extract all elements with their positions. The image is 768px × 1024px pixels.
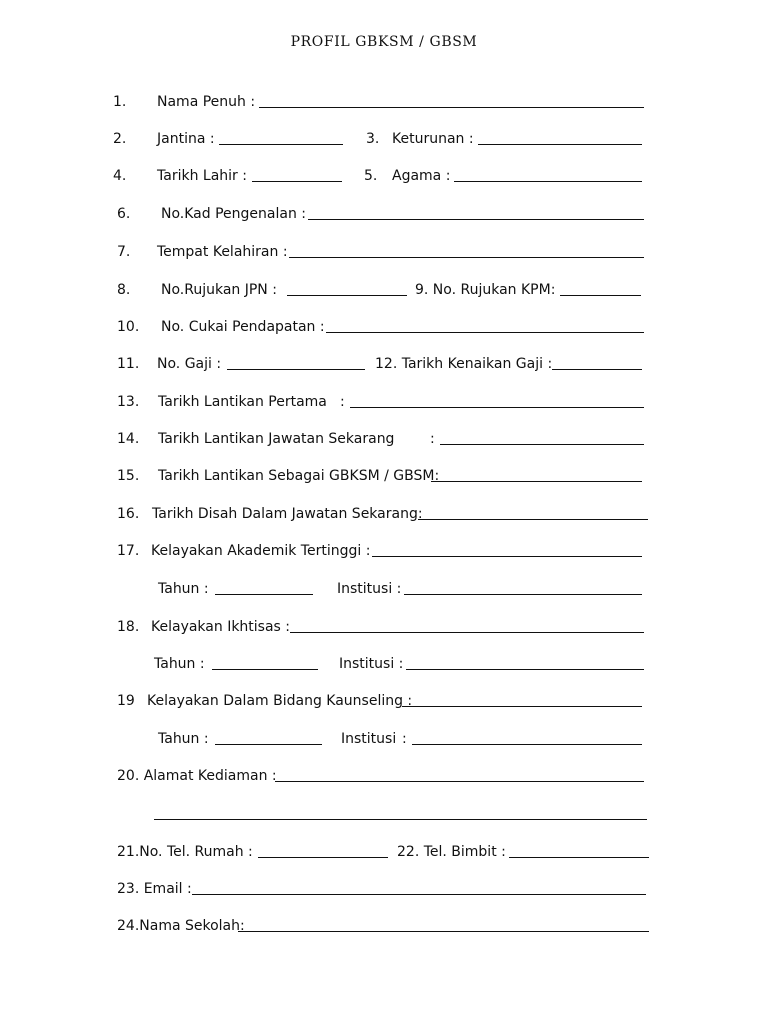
field-number: 7.: [117, 244, 131, 260]
akademik-tahun-blank[interactable]: [215, 594, 313, 595]
field-number: 4.: [113, 168, 127, 184]
field-gaji: [0, 354, 768, 376]
field-label: Institusi :: [339, 656, 404, 672]
field-telefon: [0, 842, 768, 864]
field-number: 17.: [117, 543, 140, 559]
tarikh-lahir-blank[interactable]: [252, 181, 342, 182]
field-ikhtisas: [0, 617, 768, 639]
field-number: 1.: [113, 94, 127, 110]
field-email: [0, 879, 768, 901]
field-cukai-pendapatan: [0, 317, 768, 339]
field-akademik: [0, 541, 768, 563]
alamat-blank-line-2[interactable]: [154, 819, 647, 820]
field-label: Kelayakan Akademik Tertinggi :: [151, 543, 371, 559]
field-label: Kelayakan Ikhtisas :: [151, 619, 291, 635]
cukai-pendapatan-blank[interactable]: [326, 332, 644, 333]
field-label: Nama Penuh :: [157, 94, 256, 110]
field-label: Tahun :: [158, 581, 209, 597]
field-label: 12. Tarikh Kenaikan Gaji :: [375, 356, 553, 372]
field-colon: :: [430, 431, 435, 447]
field-akademik-detail: [0, 579, 768, 601]
field-label: Tarikh Lahir :: [157, 168, 247, 184]
kaunseling-institusi-blank[interactable]: [412, 744, 642, 745]
field-label: Institusi: [341, 731, 397, 747]
nama-sekolah-blank[interactable]: [238, 931, 649, 932]
field-lantikan-gbksm: [0, 466, 768, 488]
field-label: 20. Alamat Kediaman :: [117, 768, 277, 784]
kaunseling-blank[interactable]: [402, 706, 642, 707]
field-label: 24.Nama Sekolah:: [117, 918, 245, 934]
field-label: Tarikh Lantikan Sebagai GBKSM / GBSM:: [158, 468, 440, 484]
field-disah-jawatan: [0, 504, 768, 526]
ikhtisas-institusi-blank[interactable]: [406, 669, 644, 670]
tempat-kelahiran-blank[interactable]: [289, 257, 644, 258]
field-number: 14.: [117, 431, 140, 447]
lantikan-pertama-blank[interactable]: [350, 407, 644, 408]
field-label: Keturunan :: [392, 131, 474, 147]
field-label: Tempat Kelahiran :: [157, 244, 288, 260]
field-kad-pengenalan: [0, 204, 768, 226]
field-number: 6.: [117, 206, 131, 222]
rujukan-jpn-blank[interactable]: [287, 295, 407, 296]
field-label: No.Kad Pengenalan :: [161, 206, 306, 222]
field-label: Tahun :: [158, 731, 209, 747]
field-colon: :: [340, 394, 345, 410]
field-label: 23. Email :: [117, 881, 192, 897]
field-number: 15.: [117, 468, 140, 484]
field-number: 19: [117, 693, 135, 709]
akademik-institusi-blank[interactable]: [404, 594, 642, 595]
field-tempat-kelahiran: [0, 242, 768, 264]
field-alamat-continued: [0, 804, 768, 826]
field-number: 11.: [117, 356, 140, 372]
field-lantikan-pertama: [0, 392, 768, 414]
form-title: PROFIL GBKSM / GBSM: [290, 34, 478, 50]
field-label: 9. No. Rujukan KPM:: [415, 282, 556, 298]
field-number: 2.: [113, 131, 127, 147]
lantikan-jawatan-blank[interactable]: [440, 444, 644, 445]
rujukan-kpm-blank[interactable]: [560, 295, 641, 296]
field-number: 18.: [117, 619, 140, 635]
field-kaunseling-detail: [0, 729, 768, 751]
ikhtisas-tahun-blank[interactable]: [212, 669, 318, 670]
field-label: 22. Tel. Bimbit :: [397, 844, 506, 860]
field-ikhtisas-detail: [0, 654, 768, 676]
field-label: Tarikh Lantikan Pertama: [158, 394, 327, 410]
field-kaunseling: [0, 691, 768, 713]
field-number: 16.: [117, 506, 140, 522]
gaji-blank[interactable]: [227, 369, 365, 370]
field-label: No. Cukai Pendapatan :: [161, 319, 325, 335]
field-colon: :: [402, 731, 407, 747]
field-alamat: [0, 766, 768, 788]
agama-blank[interactable]: [454, 181, 642, 182]
field-label: No.Rujukan JPN :: [161, 282, 277, 298]
field-tarikh-lahir-agama: [0, 166, 768, 188]
nama-penuh-blank[interactable]: [259, 107, 644, 108]
field-nama-sekolah: [0, 916, 768, 938]
field-label: Institusi :: [337, 581, 402, 597]
field-number: 3.: [366, 131, 380, 147]
kad-pengenalan-blank[interactable]: [308, 219, 644, 220]
field-label: Tarikh Disah Dalam Jawatan Sekarang:: [152, 506, 423, 522]
field-jantina-keturunan: [0, 129, 768, 151]
field-rujukan: [0, 280, 768, 302]
ikhtisas-blank[interactable]: [290, 632, 644, 633]
kenaikan-gaji-blank[interactable]: [552, 369, 642, 370]
akademik-blank[interactable]: [372, 556, 642, 557]
field-label: No. Gaji :: [157, 356, 222, 372]
field-lantikan-jawatan: [0, 429, 768, 451]
tel-rumah-blank[interactable]: [258, 857, 388, 858]
lantikan-gbksm-blank[interactable]: [431, 481, 642, 482]
field-number: 13.: [117, 394, 140, 410]
field-label: Kelayakan Dalam Bidang Kaunseling :: [147, 693, 413, 709]
keturunan-blank[interactable]: [478, 144, 642, 145]
field-label: Agama :: [392, 168, 451, 184]
kaunseling-tahun-blank[interactable]: [215, 744, 322, 745]
field-label: Tarikh Lantikan Jawatan Sekarang: [158, 431, 395, 447]
disah-jawatan-blank[interactable]: [418, 519, 648, 520]
field-nama-penuh: [0, 92, 768, 114]
field-number: 8.: [117, 282, 131, 298]
email-blank[interactable]: [192, 894, 646, 895]
tel-bimbit-blank[interactable]: [509, 857, 649, 858]
alamat-blank[interactable]: [275, 781, 644, 782]
field-label: Jantina :: [157, 131, 215, 147]
field-number: 5.: [364, 168, 378, 184]
jantina-blank[interactable]: [219, 144, 343, 145]
field-number: 10.: [117, 319, 140, 335]
field-label: Tahun :: [154, 656, 205, 672]
field-label: 21.No. Tel. Rumah :: [117, 844, 253, 860]
